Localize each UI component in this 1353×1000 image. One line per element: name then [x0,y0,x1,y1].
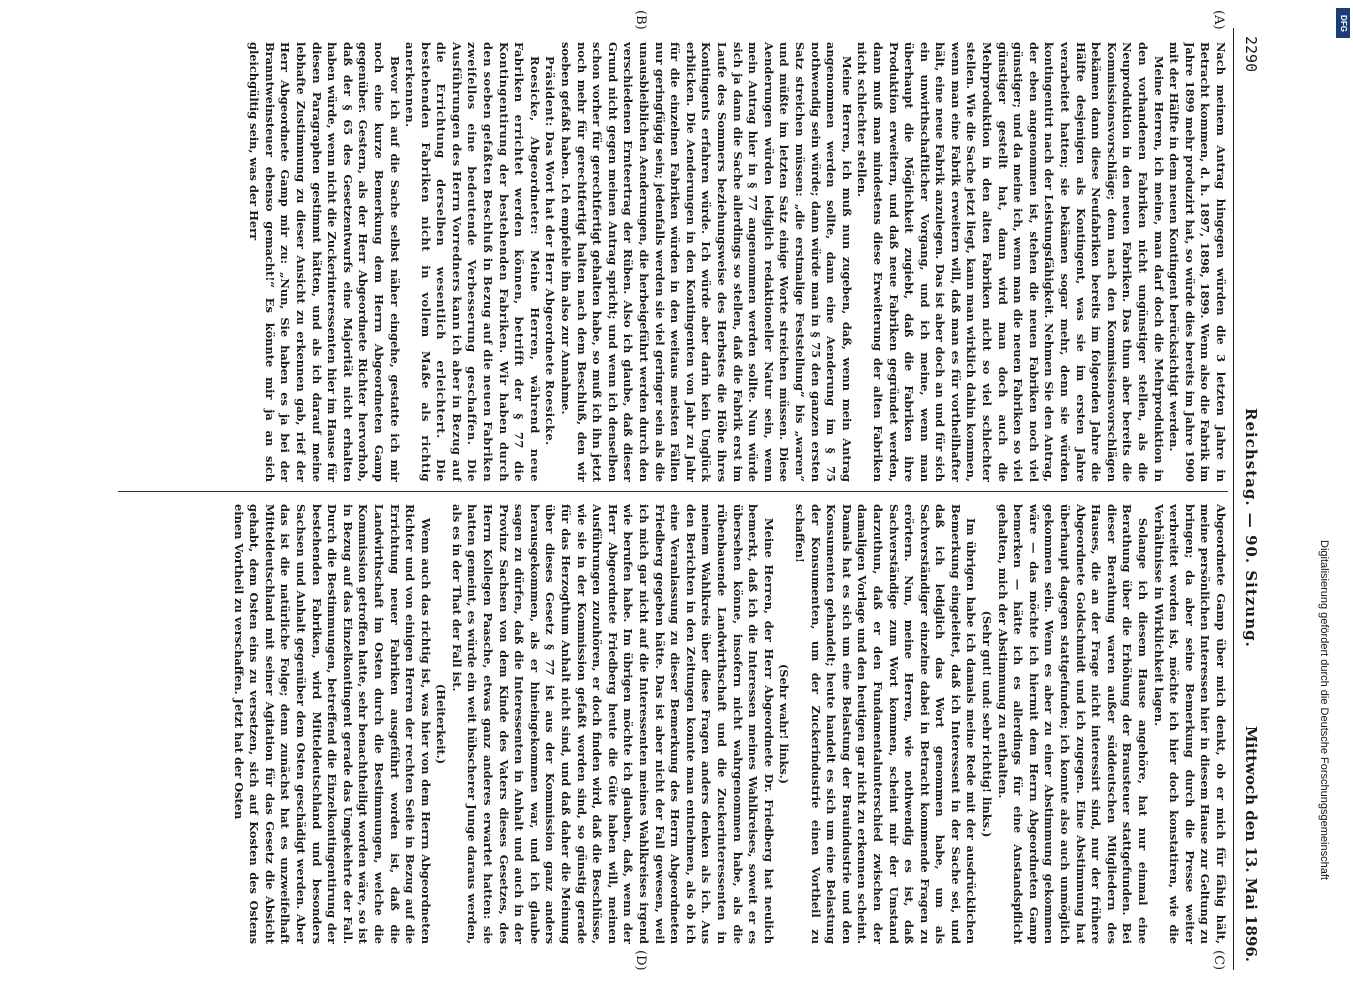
margin-marker-c: (C) [1211,950,1226,971]
paragraph: Meine Herren, ich meine, man darf doch die Mehrproduktion in den vorhandenen Fabriken nicht ungünstiger stellen, als die Neuproduktion in den neuen Fabriken. Das thun aber bereits die Kommissionsvorschläge; denn nach den Kommissionsvorschlägen bekämen dann diese Neufabriken bereits im folgenden Jahre die Hälfte desjenigen als Kontingent, was sie im ersten Jahre verarbeitet hatten; sie bekämen sogar mehr, denn sie würden kontingentirt nach der Leistungsfähigkeit. Nehmen Sie den Antrag, der eben angenommen ist, stehen die neuen Fabriken noch viel günstiger; und da meine ich, wenn man die neuen Fabriken so viel günstiger gestellt hat, dann wird man doch auch die Mehrproduktion in den alten Fabriken nicht so viel schlechter stellen. Wie die Sache jetzt liegt, kann man wirklich dahin kommen, wenn man eine Fabrik erweitern will, daß man es für vortheilhafter hält, eine neue Fabrik anzulegen. Das ist aber doch an und für sich ein unwirthschaftlicher Vorgang, und ich meine, wenn man überhaupt die Möglichkeit zugiebt, daß die Fabriken ihre Produktion erweitern, und daß neue Fabriken gegründet werden, dann muß man mindestens diese Erweiterung der alten Fabriken nicht schlechter stellen. [855,42,1166,482]
dfg-logo: DFG [1336,8,1350,38]
paragraph: Abgeordnete Gamp über mich denkt, ob er mich für fähig hält, meine persönlichen Interessen hier in diesem Hause zur Geltung zu bringen; da aber seine Bemerkung durch die Presse weiter verbreitet worden ist, möchte ich hier doch konstatiren, wie die Verhältnisse in Wirklichkeit lagen. [1151,504,1228,944]
paragraph: Wenn auch das richtig ist, was hier von dem Herrn Abgeordneten Richter und von einigen Herren der rechten Seite in Bezug auf die Errichtung neuer Fabriken ausgeführt worden ist, daß die Landwirthschaft im Osten durch die Bestimmungen, welche die Kommission getroffen hatte, sehr benachtheiligt worden wäre, so ist in Bezug auf das Einzelkontingent gerade das Umgekehrte der Fall. Durch die Bestimmungen, betreffend die Einzelkontingentirung der bestehenden Fabriken, wird Mitteldeutschland und besonders Sachsen und Anhalt gegenüber dem Osten geschädigt werden. Aber das ist die natürliche Folge; denn zunächst hat es unzweifelhaft Mitteldeutschland mit seiner Agitation für das Gesetz die Absicht gehabt, dem Osten eins zu versetzen, sich auf Kosten des Ostens einen Vortheil zu verschaffen. Jetzt hat der Osten [231,504,433,944]
interjection: (Sehr wahr! links.) [777,663,792,785]
document-page [68,10,1268,971]
column-divider [118,491,1228,492]
speaker-paragraph: Präsident: Das Wort hat der Herr Abgeordnete Roesicke. [543,56,558,446]
page-number: 2290 [1242,36,1260,73]
paragraph: Im übrigen habe ich damals meine Rede mit der ausdrücklichen Bemerkung eingeleitet, daß ich Interessent in der Sache sei, und daß ich lediglich das Wort genommen habe, um als Sachverständiger einzelne dabei in Betracht kommende Fragen zu erörtern. Nun, meine Herren, wie nothwendig es ist, daß Sachverständige zum Wort kommen, scheint mir der Umstand darzuthun, daß er den Fundamentalunterschied zwischen der damaligen Vorlage und den heutigen gar nicht zu erkennen scheint. Damals hat es sich um eine Belastung der Brauindustrie und den Konsumenten gehandelt; heute handelt es sich um eine Belastung der Konsumenten, um der Zuckerindustrie einen Vortheil zu schaffen! [792,504,979,944]
margin-marker-b: (B) [633,10,648,30]
paragraph: Bevor ich auf die Sache selbst näher eingehe, gestatte ich mir noch eine kurze Bemerkung dem Herrn Abgeordneten Gamp gegenüber. Gestern, als der Herr Abgeordnete Richter hervorhob, daß der § 65 des Gesetzentwurfs eine Majorität nicht erhalten haben würde, wenn nicht die Zuckerinteressenten hier im Hause für diesen Paragraphen gestimmt hätten, und als ich darauf meine lebhafte Zustimmung zu dieser Ansicht zu erkennen gab, rief der Herr Abgeordnete Gamp mir zu: „Nun, Sie haben es ja bei der Branntweinsteuer ebenso gemacht!“ Es könnte mir ja an sich gleichgültig sein, was der Herr [247,42,402,482]
left-column [118,42,1228,482]
paragraph: Meine Herren, ich muß nun zugeben, daß, wenn mein Antrag angenommen werden sollte, dann eine Aenderung im § 75 nothwendig sein würde; dann würde man in § 75 den ganzen ersten Satz streichen müssen: „die erstmalige Feststellung“ bis „waren“ und müßte im letzten Satz einige Worte streichen müssen. Diese Aenderungen würden lediglich redaktioneller Natur sein, wenn mein Antrag hier in § 77 angenommen werden sollte. Nun würde sich ja dann die Sache allerdings so stellen, daß die Fabrik erst im Laufe des Sommers beziehungsweise des Herbstes die Höhe ihres Kontingents erfahren würde. Ich würde aber darin kein Unglück erblicken. Die Aenderungen in den Kontingenten von Jahr zu Jahr für die einzelnen Fabriken würden in den weitaus meisten Fällen nur geringfügig sein; jedenfalls werden sie viel geringer sein als die unausbleiblichen Aenderungen, die herbeigeführt werden durch den verschiedenen Ernteertrag der Rüben. Also ich glaube, daß dieser Grund nicht gegen meinen Antrag spricht; und wenn ich denselben schon vorher für gerechtfertigt gehalten habe, so muß ich ihn jetzt noch mehr für gerechtfertigt halten nach dem Beschluß, den wir soeben gefaßt haben. Ich empfehle ihn also zur Annahme. [559,42,854,482]
page-header [1233,28,1268,970]
margin-marker-a: (A) [1211,10,1226,30]
margin-marker-d: (D) [633,950,648,971]
interjection: (Heiterkeit.) [434,683,449,765]
session-date: Mittwoch den 13. Mai 1896. [1242,725,1260,962]
digitization-credit: Digitalisierung gefördert durch die Deutsche Forschungsgemeinschaft [1318,540,1330,880]
interjection: (Sehr gut! und: sehr richtig! links.) [980,610,995,838]
paragraph: Solange ich diesem Hause angehöre, hat nur einmal eine Berathung über die Erhöhung der Brausteuer stattgefunden. Bei dieser Berathung waren außer süddeutschen Mitgliedern des Hauses, die an der Frage nicht interessirt sind, nur der frühere Abgeordnete Goldschmidt und ich zugegen. Eine Abstimmung hat überhaupt dagegen stattgefunden; ich konnte also auch unmöglich gekommen sein. Wenn es aber zu einer Abstimmung gekommen wäre — das möchte ich hiermit dem Herrn Abgeordneten Gamp bemerken — hätte ich es allerdings für eine Anstandspflicht gehalten, mich der Abstimmung zu enthalten. [995,504,1151,944]
speaker-paragraph: Roesicke, Abgeordneter: Meine Herren, während neue Fabriken errichtet werden können, betrifft der § 77 die Kontingentirung der bestehenden Fabriken. Wir haben durch den soeben gefaßten Beschluß in Bezug auf die neuen Fabriken zweifellos eine bedeutende Verbesserung geschaffen. Die Ausführungen des Herrn Vorredners kann ich aber in Bezug auf die Errichtung derselben wesentlich erleichtert. Die bestehenden Fabriken nicht in vollem Maße als richtig anerkennen. [403,42,542,482]
right-column [118,504,1228,944]
session-title: Reichstag. — 90. Sitzung. [1242,408,1260,648]
paragraph: Meine Herren, der Herr Abgeordnete Dr. Friedberg hat neulich bemerkt, daß ich die Interessen meines Wahlkreises, soweit er es übersehen könne, insofern nicht wahrgenommen habe, als die rübenbauende Landwirthschaft und die Zuckerinteressenten in meinem Wahlkreis über diese Fragen anders denken als ich. Aus den Berichten in den Zeitungen konnte man entnehmen, als ob ich eine Veranlassung zu dieser Bemerkung des Herrn Abgeordneten Friedberg gegeben hätte. Das ist aber nicht der Fall gewesen, weil ich mich gar nicht auf die Interessenten meines Wahlkreises irgend wie berufen habe. Im übrigen möchte ich glauben, daß, wenn der Herr Abgeordnete Friedberg heute die Güte haben will, meinen Ausführungen zuzuhören, er doch finden wird, daß die Beschlüsse, wie sie in der Kommission gefaßt worden sind, so günstig gerade für das Herzogthum Anhalt nicht sind, und daß daher die Meinung über dieses Gesetz § 77 ist aus der Kommission ganz anders herausgekommen, als er hineingekommen war, und ich glaube sagen zu dürfen, daß die Interessenten in Anhalt und auch in der Provinz Sachsen von dem Kinde des Vaters dieses Gesetzes, des Herrn Kollegen Paasche, etwas ganz anderes erwartet hatten: sie hatten gemeint, es würde ein weit hübscherer Junge daraus werden, als es in der That der Fall ist. [449,504,776,944]
paragraph: Nach meinem Antrag hingegen würden die 3 letzten Jahre in Betracht kommen, d. h. 1897, 1898, 1899. Wenn also die Fabrik im Jahre 1899 mehr produzirt hat, so würde dies bereits im Jahre 1900 mit der Hälfte in dem neuen Kontingent berücksichtigt werden. [1167,42,1228,482]
